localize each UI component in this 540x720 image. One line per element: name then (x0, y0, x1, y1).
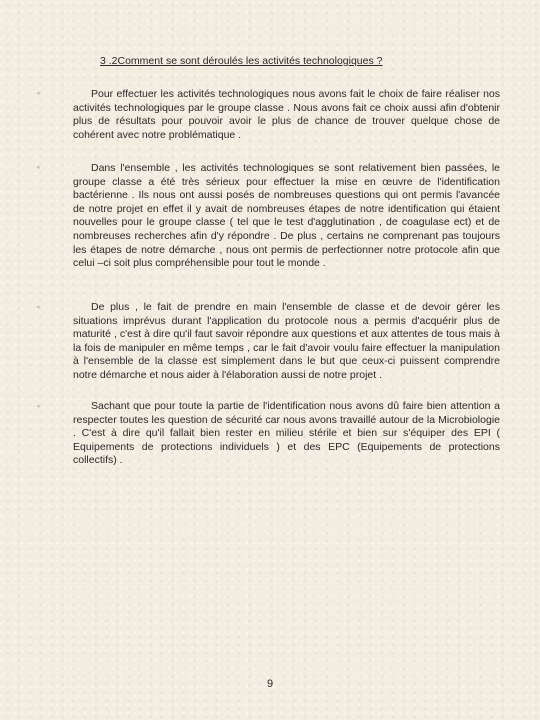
paragraph-4 (73, 400, 500, 468)
bullet-marker-2: ◂ (36, 164, 40, 171)
paragraph-2 (73, 162, 500, 271)
section-heading: 3 .2Comment se sont déroulés les activités technologiques ? (100, 55, 383, 67)
bullet-marker-3: ◂ (36, 304, 40, 311)
paragraph-3-text: De plus , le fait de prendre en main l'ensemble de classe et de devoir gérer les situations imprévus durant l'application du protocole nous a permis d'acquérir plus de maturité , c'est à dire qu'il faut savoir répondre aux questions et aux attentes de tous mais à la fois de manipuler en même temps , car le fait d'avoir voulu faire effectuer la manipulation à l'ensemble de la classe est simplement dans le but que ceux-ci puissent comprendre notre démarche et nous aider à l'élaboration aussi de notre projet . (73, 301, 500, 381)
page-number: 9 (266, 678, 274, 690)
paragraph-2-text: Dans l'ensemble , les activités technologiques se sont relativement bien passées, le groupe classe a été très sérieux pour effectuer la mise en œuvre de l'identification bactérienne . Ils nous ont aussi posés de nombreuses questions qui ont permis l'avancée de notre projet en effet il y avait de nombreuses étapes de notre identification qui étaient nouvelles pour le groupe classe ( tel que le test d'agglutination , de coagulase ect) et de nombreuses recherches afin d'y répondre . De plus , certains ne comprenant pas toujours les étapes de notre démarche , nous ont permis de perfectionner notre protocole afin que celui –ci soit plus compréhensible pour tout le monde . (73, 162, 500, 270)
bullet-marker-4: ◂ (36, 403, 40, 410)
paragraph-1-text: Pour effectuer les activités technologiques nous avons fait le choix de faire réaliser nos activités technologiques par le groupe classe . Nous avons fait ce choix aussi afin d'obtenir plus de résultats pour pouvoir avoir le plus de chance de trouver quelque chose de cohérent avec notre problématique . (73, 88, 500, 141)
paragraph-1 (73, 88, 500, 142)
paragraph-4-text: Sachant que pour toute la partie de l'identification nous avons dû faire bien attention a respecter toutes les question de sécurité car nous avons travaillé autour de la Microbiologie . C'est à dire qu'il fallait bien rester en milieu stérile et bien sur s'équiper des EPI ( Equipements de protections individuels ) et des EPC (Equipements de protections collectifs) . (73, 400, 500, 467)
paragraph-3 (73, 301, 500, 383)
bullet-marker-1: ◂ (36, 90, 40, 97)
